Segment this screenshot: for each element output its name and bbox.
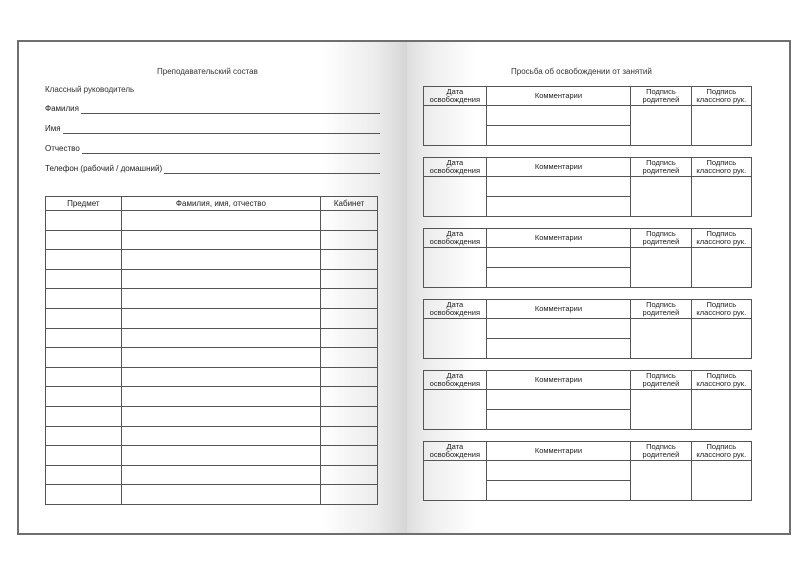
release-request-row: [424, 248, 752, 268]
table-row: [46, 230, 378, 250]
date-header: [424, 87, 487, 106]
teacher-header-line1: Подпись: [706, 371, 737, 380]
subject-cell[interactable]: [46, 308, 122, 328]
release-request-block: [423, 370, 752, 430]
table-row: [46, 485, 378, 505]
comments-header: Комментарии: [486, 371, 631, 390]
release-request-block: [423, 299, 752, 359]
parents-signature-cell[interactable]: [631, 248, 691, 288]
teacher-signature-cell[interactable]: [691, 390, 751, 430]
fullname-cell[interactable]: [121, 348, 321, 368]
parents-header-line1: Подпись: [646, 442, 676, 451]
parents-signature-cell[interactable]: [631, 106, 691, 146]
teacher-signature-cell[interactable]: [691, 177, 751, 217]
date-header-line2: освобождения: [429, 95, 481, 104]
room-cell[interactable]: [321, 465, 378, 485]
release-request-header: [424, 158, 752, 177]
subject-cell[interactable]: [46, 406, 122, 426]
comments-header: Комментарии: [486, 442, 631, 461]
date-header: [424, 158, 487, 177]
date-header: [424, 442, 487, 461]
table-row: [46, 250, 378, 270]
page-title: Преподавательский состав: [157, 67, 258, 76]
release-request-row: [424, 461, 752, 481]
teacher-signature-header: [691, 229, 751, 248]
comment-line-cell[interactable]: [486, 390, 631, 410]
phone-label: Телефон (рабочий / домашний): [45, 164, 163, 173]
teacher-signature-cell[interactable]: [691, 319, 751, 359]
parents-signature-header: [631, 300, 691, 319]
subject-cell[interactable]: [46, 367, 122, 387]
date-cell[interactable]: [424, 461, 487, 501]
right-page: [407, 42, 789, 533]
room-cell[interactable]: [321, 367, 378, 387]
fullname-cell[interactable]: [121, 308, 321, 328]
patronymic-label: Отчество: [45, 144, 80, 153]
fullname-cell[interactable]: [121, 406, 321, 426]
subject-cell[interactable]: [46, 465, 122, 485]
comment-line-cell[interactable]: [486, 410, 631, 430]
parents-signature-cell[interactable]: [631, 461, 691, 501]
parents-signature-header: [631, 158, 691, 177]
release-request-block: [423, 86, 752, 146]
teacher-signature-cell[interactable]: [691, 106, 751, 146]
date-header-line1: Дата: [446, 442, 464, 451]
table-row: [46, 426, 378, 446]
table-row: [46, 465, 378, 485]
release-request-row: [424, 177, 752, 197]
room-cell[interactable]: [321, 485, 378, 505]
parents-signature-cell[interactable]: [631, 177, 691, 217]
teacher-signature-header: [691, 371, 751, 390]
fullname-cell[interactable]: [121, 289, 321, 309]
teacher-header-line1: Подпись: [706, 87, 737, 96]
room-cell[interactable]: [321, 230, 378, 250]
fullname-cell[interactable]: [121, 328, 321, 348]
subject-cell[interactable]: [46, 211, 122, 231]
room-cell[interactable]: [321, 308, 378, 328]
room-cell[interactable]: [321, 328, 378, 348]
date-header-line1: Дата: [446, 300, 464, 309]
subject-cell[interactable]: [46, 387, 122, 407]
fullname-header: Фамилия, имя, отчество: [121, 197, 321, 211]
release-request-header: [424, 442, 752, 461]
patronymic-field[interactable]: [45, 142, 380, 154]
phone-field[interactable]: [45, 162, 380, 174]
date-header: [424, 371, 487, 390]
table-row: [46, 289, 378, 309]
comment-line-cell[interactable]: [486, 461, 631, 481]
name-label: Имя: [45, 124, 61, 133]
room-cell[interactable]: [321, 348, 378, 368]
subject-cell[interactable]: [46, 289, 122, 309]
release-request-block: [423, 441, 752, 501]
left-page: [19, 42, 407, 533]
room-cell[interactable]: [321, 426, 378, 446]
teacher-header-line2: классного рук.: [696, 308, 747, 317]
parents-signature-cell[interactable]: [631, 319, 691, 359]
release-request-row: [424, 319, 752, 339]
comment-line-cell[interactable]: [486, 339, 631, 359]
subject-cell[interactable]: [46, 485, 122, 505]
room-cell[interactable]: [321, 387, 378, 407]
teacher-signature-header: [691, 87, 751, 106]
patronymic-line: [82, 144, 380, 154]
teacher-signature-cell[interactable]: [691, 461, 751, 501]
name-line: [63, 124, 380, 134]
teacher-header-line1: Подпись: [706, 442, 737, 451]
subject-cell[interactable]: [46, 250, 122, 270]
teacher-signature-header: [691, 300, 751, 319]
release-request-row: [424, 390, 752, 410]
parents-header-line2: родителей: [642, 95, 680, 104]
date-cell[interactable]: [424, 390, 487, 430]
subject-cell[interactable]: [46, 269, 122, 289]
room-cell[interactable]: [321, 289, 378, 309]
teacher-header-line1: Подпись: [706, 158, 737, 167]
comment-line-cell[interactable]: [486, 248, 631, 268]
teacher-signature-header: [691, 442, 751, 461]
fullname-cell[interactable]: [121, 465, 321, 485]
parents-header-line2: родителей: [642, 379, 680, 388]
parents-signature-header: [631, 229, 691, 248]
page-title-right: Просьба об освобождении от занятий: [511, 67, 652, 76]
room-cell[interactable]: [321, 250, 378, 270]
parents-header-line2: родителей: [642, 308, 680, 317]
table-row: [46, 269, 378, 289]
date-header-line2: освобождения: [429, 450, 481, 459]
subject-cell[interactable]: [46, 446, 122, 466]
comment-line-cell[interactable]: [486, 126, 631, 146]
comments-header: Комментарии: [486, 229, 631, 248]
comment-line-cell[interactable]: [486, 319, 631, 339]
date-header-line2: освобождения: [429, 308, 481, 317]
date-header-line2: освобождения: [429, 379, 481, 388]
date-cell[interactable]: [424, 106, 487, 146]
subject-header: Предмет: [46, 197, 122, 211]
date-header-line2: освобождения: [429, 166, 481, 175]
date-header: [424, 300, 487, 319]
surname-label: Фамилия: [45, 104, 79, 113]
parents-signature-header: [631, 371, 691, 390]
table-row: [46, 308, 378, 328]
diary-spread: [17, 40, 791, 535]
class-teacher-heading: Классный руководитель: [45, 85, 135, 94]
subject-cell[interactable]: [46, 426, 122, 446]
subject-cell[interactable]: [46, 348, 122, 368]
parents-header-line2: родителей: [642, 450, 680, 459]
surname-field[interactable]: [45, 102, 380, 114]
release-request-block: [423, 228, 752, 288]
comment-line-cell[interactable]: [486, 268, 631, 288]
teacher-header-line1: Подпись: [706, 300, 737, 309]
room-header: Кабинет: [321, 197, 378, 211]
fullname-cell[interactable]: [121, 211, 321, 231]
parents-signature-header: [631, 87, 691, 106]
release-request-block: [423, 157, 752, 217]
teacher-header-line2: классного рук.: [696, 379, 747, 388]
fullname-cell[interactable]: [121, 230, 321, 250]
comment-line-cell[interactable]: [486, 197, 631, 217]
teacher-header-line2: классного рук.: [696, 166, 747, 175]
comments-header: Комментарии: [486, 158, 631, 177]
comment-line-cell[interactable]: [486, 177, 631, 197]
teacher-signature-cell[interactable]: [691, 248, 751, 288]
parents-header-line2: родителей: [642, 166, 680, 175]
release-request-header: [424, 87, 752, 106]
teacher-signature-header: [691, 158, 751, 177]
teachers-table: [45, 196, 378, 505]
release-request-header: [424, 371, 752, 390]
parents-header-line1: Подпись: [646, 87, 676, 96]
date-cell[interactable]: [424, 248, 487, 288]
fullname-cell[interactable]: [121, 367, 321, 387]
subject-cell[interactable]: [46, 328, 122, 348]
teacher-header-line1: Подпись: [706, 229, 737, 238]
subject-cell[interactable]: [46, 230, 122, 250]
fullname-cell[interactable]: [121, 387, 321, 407]
table-row: [46, 406, 378, 426]
date-header: [424, 229, 487, 248]
date-header-line1: Дата: [446, 87, 464, 96]
date-header-line1: Дата: [446, 158, 464, 167]
room-cell[interactable]: [321, 406, 378, 426]
parents-header-line1: Подпись: [646, 300, 676, 309]
parents-header-line1: Подпись: [646, 229, 676, 238]
date-header-line1: Дата: [446, 229, 464, 238]
teacher-header-line2: классного рук.: [696, 450, 747, 459]
fullname-cell[interactable]: [121, 269, 321, 289]
table-row: [46, 348, 378, 368]
parents-signature-cell[interactable]: [631, 390, 691, 430]
room-cell[interactable]: [321, 211, 378, 231]
release-request-row: [424, 106, 752, 126]
release-request-header: [424, 300, 752, 319]
table-row: [46, 211, 378, 231]
table-row: [46, 328, 378, 348]
table-row: [46, 387, 378, 407]
comment-line-cell[interactable]: [486, 106, 631, 126]
date-cell[interactable]: [424, 319, 487, 359]
parents-header-line1: Подпись: [646, 371, 676, 380]
fullname-cell[interactable]: [121, 485, 321, 505]
teachers-table-header: [46, 197, 378, 211]
date-cell[interactable]: [424, 177, 487, 217]
date-header-line1: Дата: [446, 371, 464, 380]
room-cell[interactable]: [321, 269, 378, 289]
comments-header: Комментарии: [486, 300, 631, 319]
table-row: [46, 446, 378, 466]
release-request-header: [424, 229, 752, 248]
table-row: [46, 367, 378, 387]
fullname-cell[interactable]: [121, 426, 321, 446]
parents-header-line1: Подпись: [646, 158, 676, 167]
comment-line-cell[interactable]: [486, 481, 631, 501]
comments-header: Комментарии: [486, 87, 631, 106]
phone-line: [164, 164, 380, 174]
fullname-cell[interactable]: [121, 250, 321, 270]
fullname-cell[interactable]: [121, 446, 321, 466]
room-cell[interactable]: [321, 446, 378, 466]
teacher-header-line2: классного рук.: [696, 237, 747, 246]
name-field[interactable]: [45, 122, 380, 134]
parents-signature-header: [631, 442, 691, 461]
surname-line: [81, 104, 380, 114]
teacher-header-line2: классного рук.: [696, 95, 747, 104]
parents-header-line2: родителей: [642, 237, 680, 246]
date-header-line2: освобождения: [429, 237, 481, 246]
